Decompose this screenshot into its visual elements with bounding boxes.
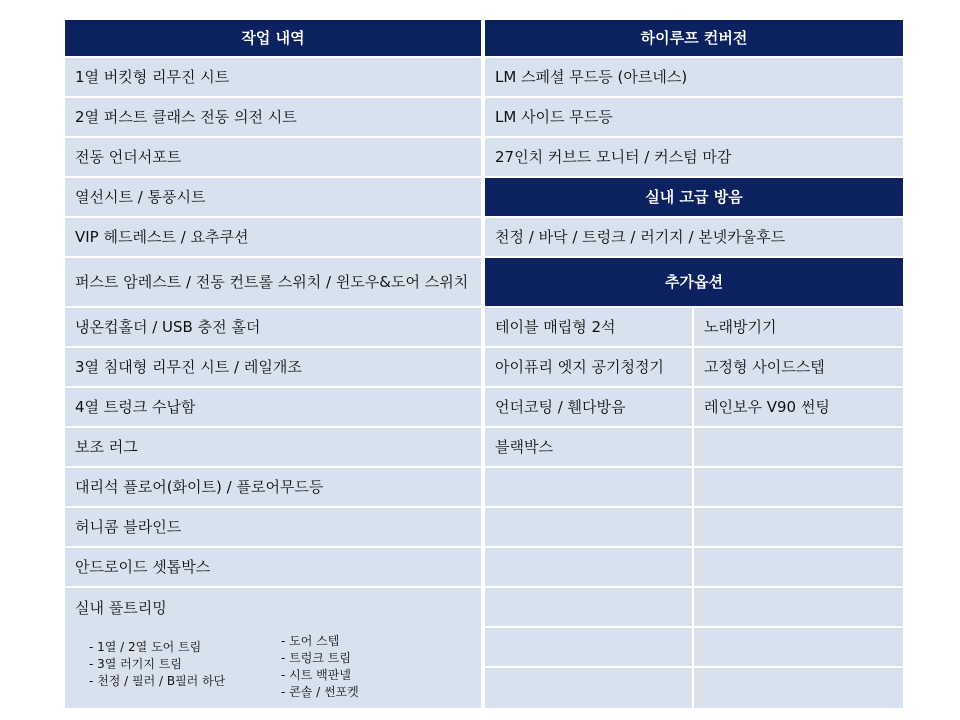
work-item: 허니콤 블라인드 bbox=[65, 508, 481, 546]
option-item bbox=[485, 508, 692, 546]
hilow-header: 하이루프 컨버전 bbox=[485, 20, 903, 56]
work-item: 보조 러그 bbox=[65, 428, 481, 466]
option-item bbox=[694, 588, 903, 626]
work-item: 1열 버킷형 리무진 시트 bbox=[65, 58, 481, 96]
trimming-sub-item: - 콘솔 / 썬포켓 bbox=[281, 685, 359, 699]
trimming-sub-item: - 1열 / 2열 도어 트림 bbox=[89, 640, 202, 654]
option-item bbox=[694, 668, 903, 708]
option-item: 고정형 사이드스텝 bbox=[694, 348, 903, 386]
option-item: 레인보우 V90 썬팅 bbox=[694, 388, 903, 426]
trimming-title: 실내 풀트리밍 bbox=[75, 599, 167, 617]
option-item bbox=[485, 628, 692, 666]
option-item bbox=[485, 668, 692, 708]
trimming-sub-item: - 시트 백판넬 bbox=[281, 668, 351, 682]
work-item: 냉온컵홀더 / USB 충전 홀더 bbox=[65, 308, 481, 346]
trimming-list-left bbox=[89, 639, 225, 690]
work-item: 2열 퍼스트 클래스 전동 의전 시트 bbox=[65, 98, 481, 136]
left-header: 작업 내역 bbox=[65, 20, 481, 56]
option-item bbox=[485, 588, 692, 626]
option-item: 노래방기기 bbox=[694, 308, 903, 346]
work-item: VIP 헤드레스트 / 요추쿠션 bbox=[65, 218, 481, 256]
work-item: 열선시트 / 통풍시트 bbox=[65, 178, 481, 216]
trimming-sub-item: - 천정 / 필러 / B필러 하단 bbox=[89, 674, 226, 688]
option-item: 언더코팅 / 휀다방음 bbox=[485, 388, 692, 426]
option-item bbox=[694, 628, 903, 666]
hilow-item: LM 스페셜 무드등 (아르네스) bbox=[485, 58, 903, 96]
option-item bbox=[694, 508, 903, 546]
option-item bbox=[694, 428, 903, 466]
work-table bbox=[65, 20, 903, 708]
soundproof-header: 실내 고급 방음 bbox=[485, 178, 903, 216]
hilow-item: 27인치 커브드 모니터 / 커스텀 마감 bbox=[485, 138, 903, 176]
option-item bbox=[485, 548, 692, 586]
option-item bbox=[694, 548, 903, 586]
trimming-list-right bbox=[281, 633, 359, 701]
work-item: 전동 언더서포트 bbox=[65, 138, 481, 176]
trimming-sub-item: - 트렁크 트림 bbox=[281, 651, 351, 665]
trimming-cell bbox=[65, 588, 481, 708]
work-item: 대리석 플로어(화이트) / 플로어무드등 bbox=[65, 468, 481, 506]
hilow-item: LM 사이드 무드등 bbox=[485, 98, 903, 136]
trimming-sub-item: - 도어 스텝 bbox=[281, 634, 340, 648]
option-item bbox=[694, 468, 903, 506]
option-item: 아이퓨리 엣지 공기청정기 bbox=[485, 348, 692, 386]
option-item: 블랙박스 bbox=[485, 428, 692, 466]
work-item: 3열 침대형 리무진 시트 / 레일개조 bbox=[65, 348, 481, 386]
trimming-sub-item: - 3열 러기지 트림 bbox=[89, 657, 182, 671]
work-item bbox=[65, 258, 481, 306]
options-header: 추가옵션 bbox=[485, 258, 903, 306]
soundproof-item: 천정 / 바닥 / 트렁크 / 러기지 / 본넷카울후드 bbox=[485, 218, 903, 256]
option-item: 테이블 매립형 2석 bbox=[485, 308, 692, 346]
work-item: 안드로이드 셋톱박스 bbox=[65, 548, 481, 586]
option-item bbox=[485, 468, 692, 506]
work-item: 4열 트렁크 수납함 bbox=[65, 388, 481, 426]
work-item-text: 퍼스트 암레스트 / 전동 컨트롤 스위치 / 윈도우&도어 스위치 bbox=[75, 273, 469, 291]
